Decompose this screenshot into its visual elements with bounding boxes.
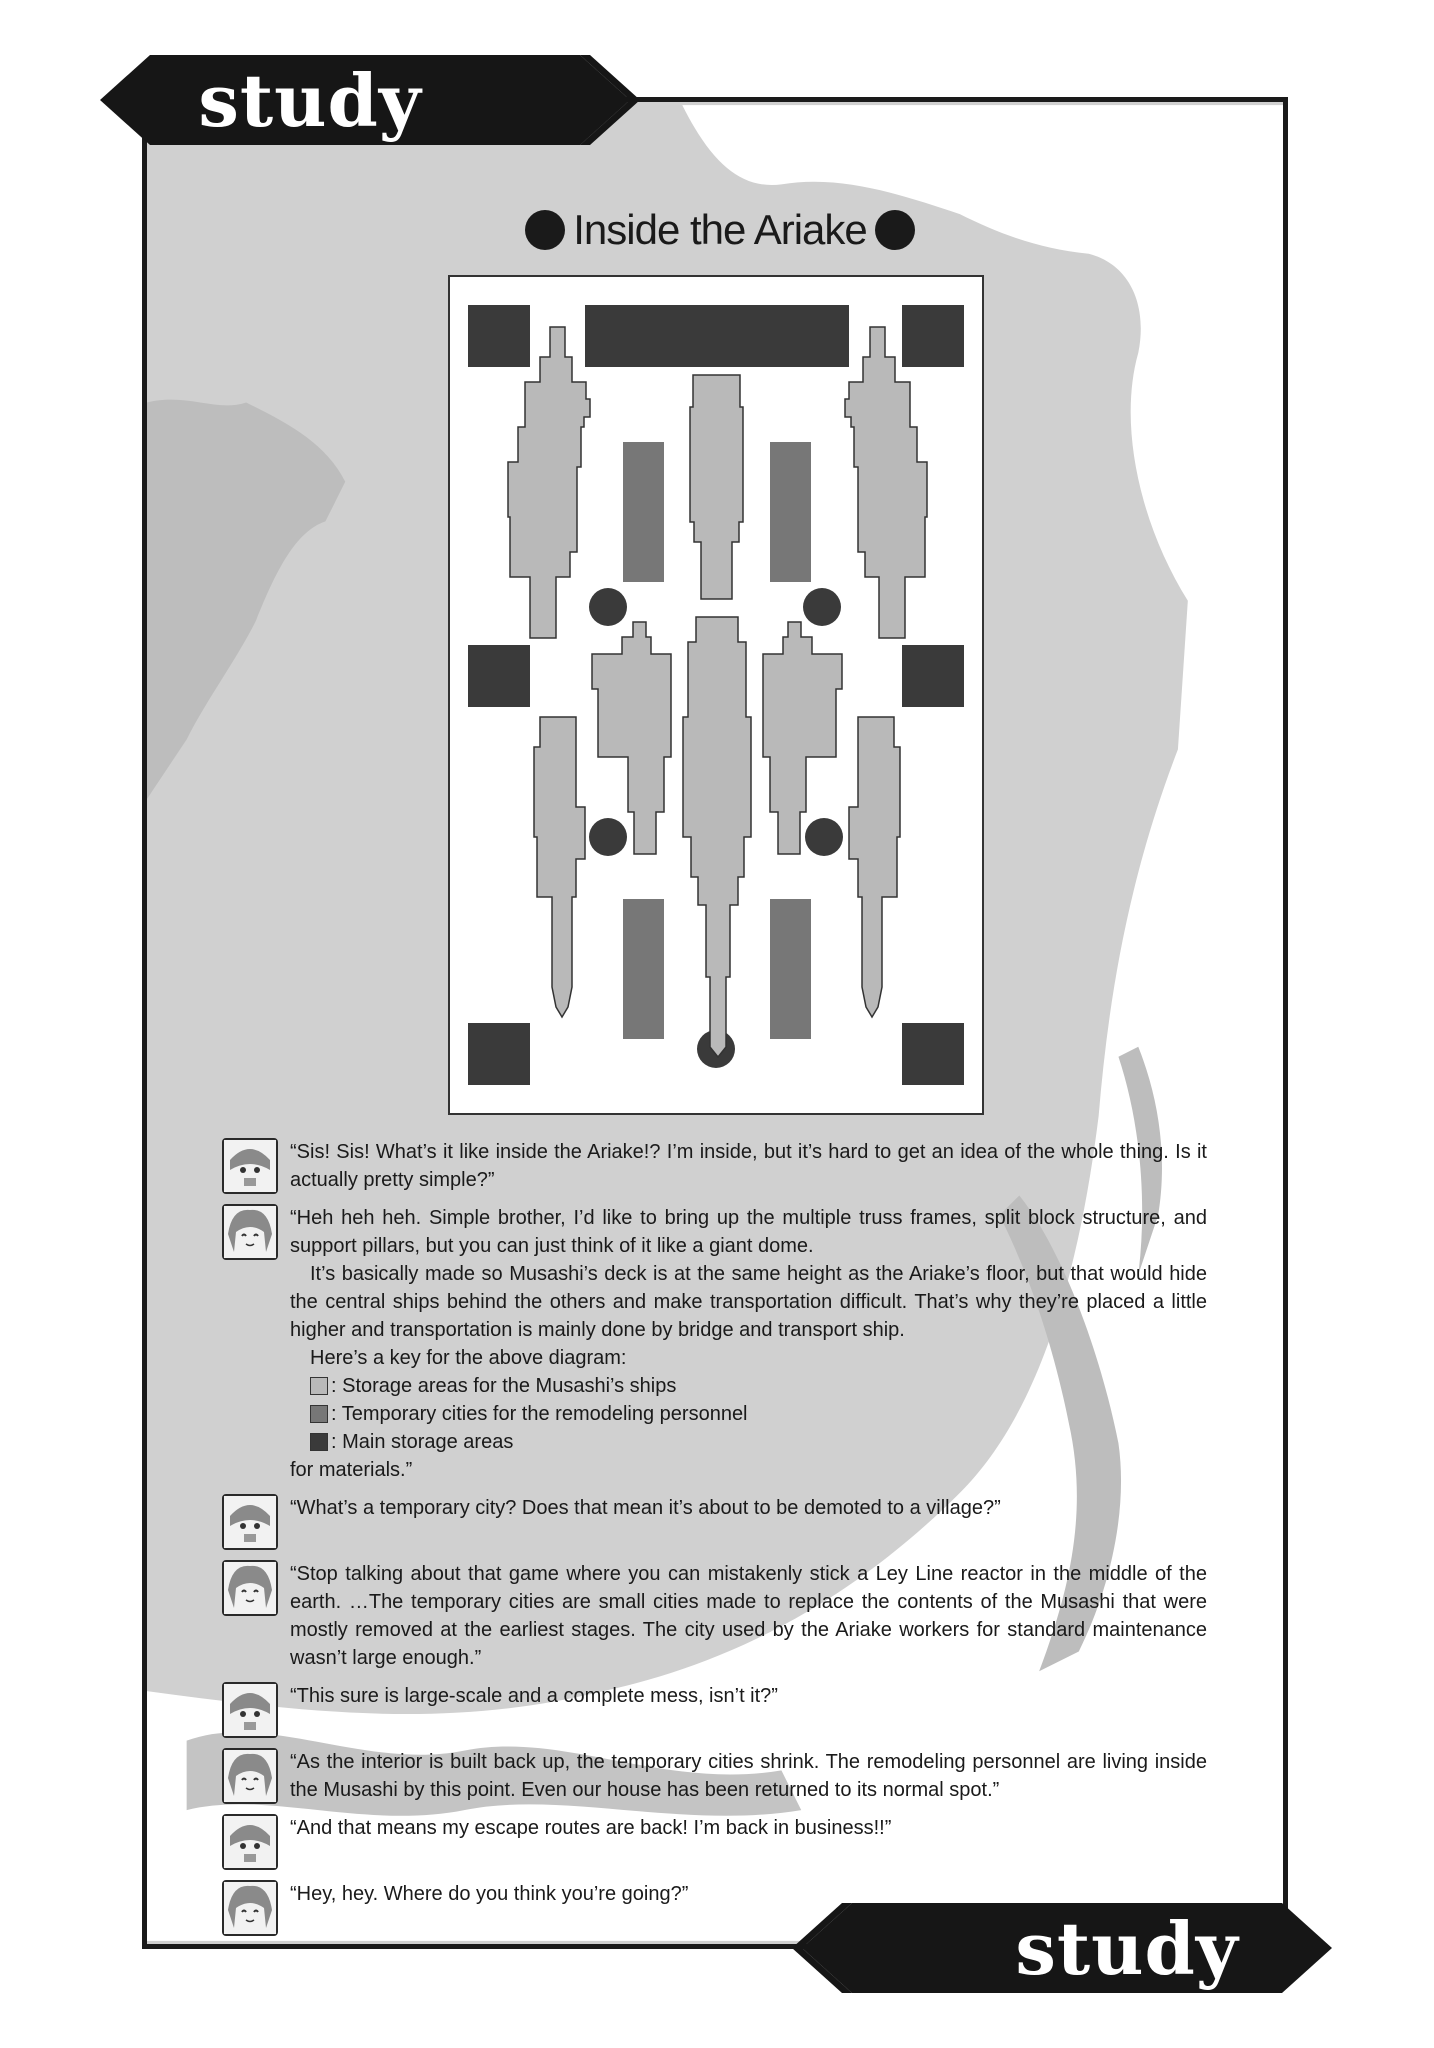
dialogue-paragraph: “As the interior is built back up, the temporary cities shrink. The remodeling personnel are living inside the Musashi by this point. Even our house has been returned to its normal spot.” [290, 1751, 1207, 1801]
temporary-city [623, 442, 664, 582]
ariake-layout [450, 277, 986, 1117]
main-storage-area [902, 305, 964, 367]
bullet-icon [875, 210, 915, 250]
dialogue-paragraph: “And that means my escape routes are back! I’m back in business!!” [290, 1817, 892, 1839]
key-label: : Main storage areas [331, 1431, 514, 1453]
key-row [290, 1400, 1207, 1428]
key-tail: for materials.” [290, 1459, 413, 1481]
dialogue-paragraph: “Stop talking about that game where you can mistakenly stick a Ley Line reactor in the middle of the earth. …The temporary cities are small cities made to replace the contents of the Musashi that were mostly removed at the earliest stages. The city used by the Ariake workers for standard maintenance wasn’t large enough.” [290, 1563, 1207, 1669]
dialogue-text [290, 1560, 1207, 1672]
sister-avatar-icon [222, 1560, 278, 1616]
brother-avatar-icon [222, 1682, 278, 1738]
brother-avatar-icon [222, 1494, 278, 1550]
dialogue-paragraph: It’s basically made so Musashi’s deck is at the same height as the Ariake’s floor, but that would hide the central ships behind the others and make transportation difficult. That’s why they’re placed a little higher and transportation is mainly done by bridge and transport ship. [290, 1263, 1207, 1341]
main-storage-area [589, 818, 627, 856]
dialogue-text [290, 1814, 1207, 1842]
main-storage-area [902, 645, 964, 707]
ship-storage-area [849, 717, 900, 1017]
temporary-city [770, 442, 811, 582]
key-row [290, 1372, 1207, 1400]
ship-storage-areas [508, 327, 927, 1057]
ship-storage-area [508, 327, 590, 638]
dialogue-entry [222, 1682, 1207, 1738]
ship-storage-area [683, 617, 751, 1057]
main-storage-area [468, 645, 530, 707]
study-banner-top [100, 50, 640, 150]
sister-avatar-icon [222, 1748, 278, 1804]
brother-avatar-icon [222, 1138, 278, 1194]
banner-label: study [1015, 1905, 1239, 1991]
dialogue-text [290, 1682, 1207, 1710]
dialogue-text [290, 1138, 1207, 1194]
dialogue-paragraph: “Sis! Sis! What’s it like inside the Ariake!? I’m inside, but it’s hard to get an idea of the whole thing. Is it actually pretty simple?” [290, 1141, 1207, 1191]
main-storage-area [468, 305, 530, 367]
main-storage-area [803, 588, 841, 626]
main-storage-area [805, 818, 843, 856]
dialogue-entry [222, 1748, 1207, 1804]
key-title: Here’s a key for the above diagram: [310, 1347, 627, 1369]
dialogue-entry [222, 1814, 1207, 1870]
sister-avatar-icon [222, 1880, 278, 1936]
main-storage-swatch [310, 1433, 328, 1451]
dialogue-paragraph: “Hey, hey. Where do you think you’re going?” [290, 1883, 689, 1905]
main-storage-area [585, 305, 849, 367]
temporary-city-swatch [310, 1405, 328, 1423]
temporary-city [770, 899, 811, 1039]
banner-label: study [198, 57, 422, 143]
dialogue-paragraph: “Heh heh heh. Simple brother, I’d like to bring up the multiple truss frames, split block structure, and support pillars, but you can just think of it like a giant dome. [290, 1207, 1207, 1257]
main-storage-area [468, 1023, 530, 1085]
dialogue-text [290, 1748, 1207, 1804]
sister-avatar-icon [222, 1204, 278, 1260]
study-banner-bottom [792, 1898, 1332, 1998]
dialogue-entry [222, 1560, 1207, 1672]
main-storage-area [589, 588, 627, 626]
dialogue-entry [222, 1494, 1207, 1550]
ariake-diagram [448, 275, 984, 1115]
ship-storage-area [534, 717, 585, 1017]
bullet-icon [525, 210, 565, 250]
dialogue-paragraph: “What’s a temporary city? Does that mean it’s about to be demoted to a village?” [290, 1497, 1001, 1519]
dialogue-paragraph: “This sure is large-scale and a complete mess, isn’t it?” [290, 1685, 778, 1707]
dialogue-entry [222, 1204, 1207, 1484]
key-row [290, 1428, 1207, 1456]
dialogue-section [222, 1138, 1207, 1946]
key-label: : Temporary cities for the remodeling personnel [331, 1403, 748, 1425]
brother-avatar-icon [222, 1814, 278, 1870]
ship-storage-area [690, 375, 743, 599]
ship-storage-swatch [310, 1377, 328, 1395]
dialogue-entry [222, 1138, 1207, 1194]
diagram-title-text: Inside the Ariake [573, 206, 867, 253]
diagram-title [500, 200, 940, 260]
main-storage-area [902, 1023, 964, 1085]
temporary-city [623, 899, 664, 1039]
dialogue-text [290, 1204, 1207, 1484]
dialogue-text [290, 1494, 1207, 1522]
ship-storage-area [845, 327, 927, 638]
key-label: : Storage areas for the Musashi’s ships [331, 1375, 677, 1397]
